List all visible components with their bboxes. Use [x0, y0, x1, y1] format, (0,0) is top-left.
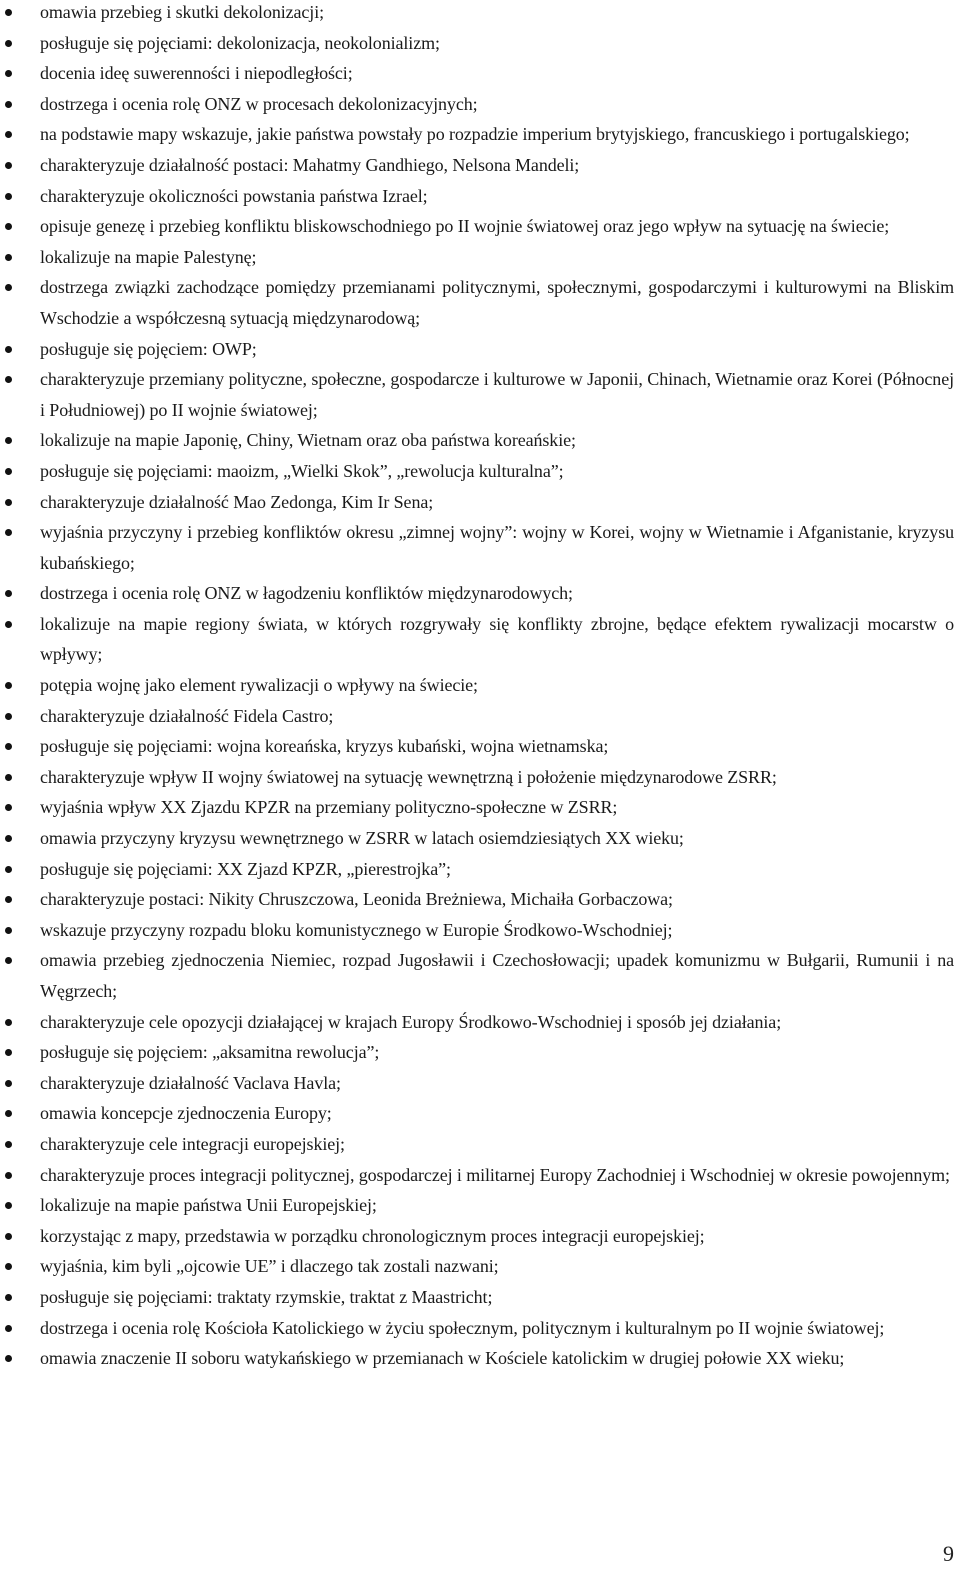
list-item-text: posługuje się pojęciami: wojna koreańska, kryzys kubański, wojna wietnamska; — [40, 736, 609, 757]
bullet-icon — [5, 1110, 12, 1117]
list-item-text: charakteryzuje działalność Mao Zedonga, Kim Ir Sena; — [40, 491, 434, 512]
list-item — [0, 1068, 954, 1099]
list-item-text: na podstawie mapy wskazuje, jakie państwa powstały po rozpadzie imperium brytyjskiego, francuskiego i portugalskiego; — [40, 124, 910, 145]
list-item-text: posługuje się pojęciami: traktaty rzymskie, traktat z Maastricht; — [40, 1286, 493, 1307]
bullet-icon — [5, 162, 12, 169]
bullet-icon — [5, 621, 12, 628]
list-item — [0, 487, 954, 518]
list-item-text: omawia przyczyny kryzysu wewnętrznego w ZSRR w latach osiemdziesiątych XX wieku; — [40, 828, 684, 849]
list-item — [0, 364, 954, 425]
list-item-text: dostrzega związki zachodzące pomiędzy przemianami politycznymi, społecznymi, gospodarczymi i kulturowymi na Bliskim Wschodzie a współczesną sytuacją międzynarodową; — [40, 277, 954, 328]
list-item-text: lokalizuje na mapie regiony świata, w których rozgrywały się konflikty zbrojne, będące efektem rywalizacji mocarstw o wpływy; — [40, 613, 954, 665]
list-item-text: charakteryzuje działalność Vaclava Havla; — [40, 1072, 341, 1093]
list-item-text: wyjaśnia, kim byli „ojcowie UE” i dlaczego tak zostali nazwani; — [40, 1256, 499, 1277]
bullet-icon — [5, 1355, 12, 1362]
bullet-icon — [5, 1172, 12, 1179]
list-item-text: charakteryzuje działalność postaci: Mahatmy Gandhiego, Nelsona Mandeli; — [40, 154, 580, 175]
list-item — [0, 945, 954, 1006]
list-item-text: omawia znaczenie II soboru watykańskiego w przemianach w Kościele katolickim w drugiej połowie XX wieku; — [40, 1348, 845, 1369]
list-item — [0, 701, 954, 732]
list-item-text: wskazuje przyczyny rozpadu bloku komunistycznego w Europie Środkowo-Wschodniej; — [40, 919, 673, 940]
list-item — [0, 1221, 954, 1252]
list-item — [0, 334, 954, 365]
bullet-icon — [5, 499, 12, 506]
bullet-icon — [5, 774, 12, 781]
list-item-text: charakteryzuje postaci: Nikity Chruszczowa, Leonida Breżniewa, Michaiła Gorbaczowa; — [40, 889, 673, 910]
bullet-icon — [5, 1019, 12, 1026]
list-item-text: dostrzega i ocenia rolę Kościoła Katolickiego w życiu społecznym, politycznym i kulturalnym po II wojnie światowej; — [40, 1317, 885, 1338]
list-item-text: posługuje się pojęciem: OWP; — [40, 338, 257, 359]
bullet-icon — [5, 1141, 12, 1148]
list-item — [0, 1037, 954, 1068]
bullet-icon — [5, 284, 12, 291]
bullet-icon — [5, 101, 12, 108]
list-item-text: dostrzega i ocenia rolę ONZ w łagodzeniu konfliktów międzynarodowych; — [40, 583, 573, 604]
list-item — [0, 1160, 954, 1191]
list-item-text: posługuje się pojęciami: XX Zjazd KPZR, „pierestrojka”; — [40, 858, 451, 879]
list-item-text: lokalizuje na mapie Palestynę; — [40, 246, 257, 267]
list-item-text: charakteryzuje działalność Fidela Castro; — [40, 705, 334, 726]
bullet-icon — [5, 346, 12, 353]
bullet-icon — [5, 1233, 12, 1240]
bullet-icon — [5, 70, 12, 77]
bullet-icon — [5, 40, 12, 47]
list-item — [0, 150, 954, 181]
list-item — [0, 823, 954, 854]
bullet-icon — [5, 376, 12, 383]
bullet-icon — [5, 1202, 12, 1209]
bullet-icon — [5, 193, 12, 200]
page-number: 9 — [943, 1541, 954, 1566]
list-item — [0, 578, 954, 609]
list-item — [0, 211, 954, 242]
list-item-text: wyjaśnia wpływ XX Zjazdu KPZR na przemiany polityczno-społeczne w ZSRR; — [40, 797, 618, 818]
list-item — [0, 792, 954, 823]
list-item — [0, 425, 954, 456]
bullet-icon — [5, 682, 12, 689]
bullet-icon — [5, 131, 12, 138]
list-item — [0, 1282, 954, 1313]
list-item-text: omawia koncepcje zjednoczenia Europy; — [40, 1103, 332, 1124]
bullet-icon — [5, 1049, 12, 1056]
list-item — [0, 670, 954, 701]
bullet-icon — [5, 927, 12, 934]
bullet-icon — [5, 254, 12, 261]
bullet-icon — [5, 713, 12, 720]
list-item-text: posługuje się pojęciami: maoizm, „Wielki Skok”, „rewolucja kulturalna”; — [40, 460, 564, 481]
list-item-text: omawia przebieg i skutki dekolonizacji; — [40, 2, 325, 22]
list-item — [0, 1007, 954, 1038]
list-item-text: charakteryzuje proces integracji politycznej, gospodarczej i militarnej Europy Zachodniej i Wschodniej w okresie powojennym; — [40, 1164, 950, 1185]
list-item — [0, 272, 954, 333]
list-item-text: dostrzega i ocenia rolę ONZ w procesach dekolonizacyjnych; — [40, 93, 478, 114]
bullet-icon — [5, 957, 12, 964]
list-item — [0, 762, 954, 793]
list-item-text: posługuje się pojęciem: „aksamitna rewolucja”; — [40, 1042, 380, 1063]
list-item-text: lokalizuje na mapie Japonię, Chiny, Wietnam oraz oba państwa koreańskie; — [40, 430, 576, 451]
list-item — [0, 1098, 954, 1129]
bullet-icon — [5, 1080, 12, 1087]
list-item — [0, 854, 954, 885]
list-item — [0, 1190, 954, 1221]
list-item-text: charakteryzuje wpływ II wojny światowej na sytuację wewnętrzną i położenie międzynarodowe ZSRR; — [40, 766, 777, 787]
list-item-text: wyjaśnia przyczyny i przebieg konfliktów okresu „zimnej wojny”: wojny w Korei, wojny w Wietnamie i Afganistanie, kryzysu kubańskiego; — [40, 522, 954, 573]
bullet-icon — [5, 835, 12, 842]
list-item — [0, 242, 954, 273]
bullet-icon — [5, 743, 12, 750]
bullet-icon — [5, 9, 12, 16]
list-item-text: charakteryzuje cele opozycji działającej w krajach Europy Środkowo-Wschodniej i sposób jej działania; — [40, 1011, 782, 1032]
list-item-text: lokalizuje na mapie państwa Unii Europejskiej; — [40, 1195, 377, 1216]
bullet-icon — [5, 468, 12, 475]
list-item-text: korzystając z mapy, przedstawia w porządku chronologicznym proces integracji europejskiej; — [40, 1225, 705, 1246]
list-item-text: omawia przebieg zjednoczenia Niemiec, rozpad Jugosławii i Czechosłowacji; upadek komunizmu w Bułgarii, Rumunii i na Węgrzech; — [40, 950, 954, 1001]
list-item-text: opisuje genezę i przebieg konfliktu bliskowschodniego po II wojnie światowej oraz jego wpływ na sytuację na świecie; — [40, 216, 890, 237]
list-item — [0, 28, 954, 59]
bullet-icon — [5, 804, 12, 811]
list-item-text: charakteryzuje cele integracji europejskiej; — [40, 1133, 345, 1154]
list-item-text: charakteryzuje przemiany polityczne, społeczne, gospodarcze i kulturowe w Japonii, Chinach, Wietnamie oraz Korei (Północnej i Południowej) po II wojnie światowej; — [40, 369, 954, 420]
bullet-icon — [5, 437, 12, 444]
bullet-icon — [5, 1294, 12, 1301]
bullet-icon — [5, 590, 12, 597]
list-item — [0, 119, 954, 150]
bullet-icon — [5, 1263, 12, 1270]
list-item-text: posługuje się pojęciami: dekolonizacja, neokolonializm; — [40, 32, 440, 53]
list-item — [0, 609, 954, 670]
list-item — [0, 58, 954, 89]
list-item — [0, 915, 954, 946]
bullet-icon — [5, 866, 12, 873]
list-item — [0, 884, 954, 915]
list-item — [0, 1129, 954, 1160]
list-item-text: potępia wojnę jako element rywalizacji o wpływy na świecie; — [40, 675, 478, 696]
list-item — [0, 731, 954, 762]
list-item — [0, 1251, 954, 1282]
bullet-icon — [5, 223, 12, 230]
list-item-text: docenia ideę suwerenności i niepodległości; — [40, 63, 353, 84]
list-item — [0, 1343, 954, 1374]
list-item-text: charakteryzuje okoliczności powstania państwa Izrael; — [40, 185, 428, 206]
bullet-icon — [5, 1325, 12, 1332]
list-item — [0, 456, 954, 487]
list-item — [0, 89, 954, 120]
list-item — [0, 181, 954, 212]
list-item — [0, 517, 954, 578]
bullet-icon — [5, 896, 12, 903]
list-item — [0, 0, 954, 28]
bullet-icon — [5, 529, 12, 536]
list-item — [0, 1313, 954, 1344]
